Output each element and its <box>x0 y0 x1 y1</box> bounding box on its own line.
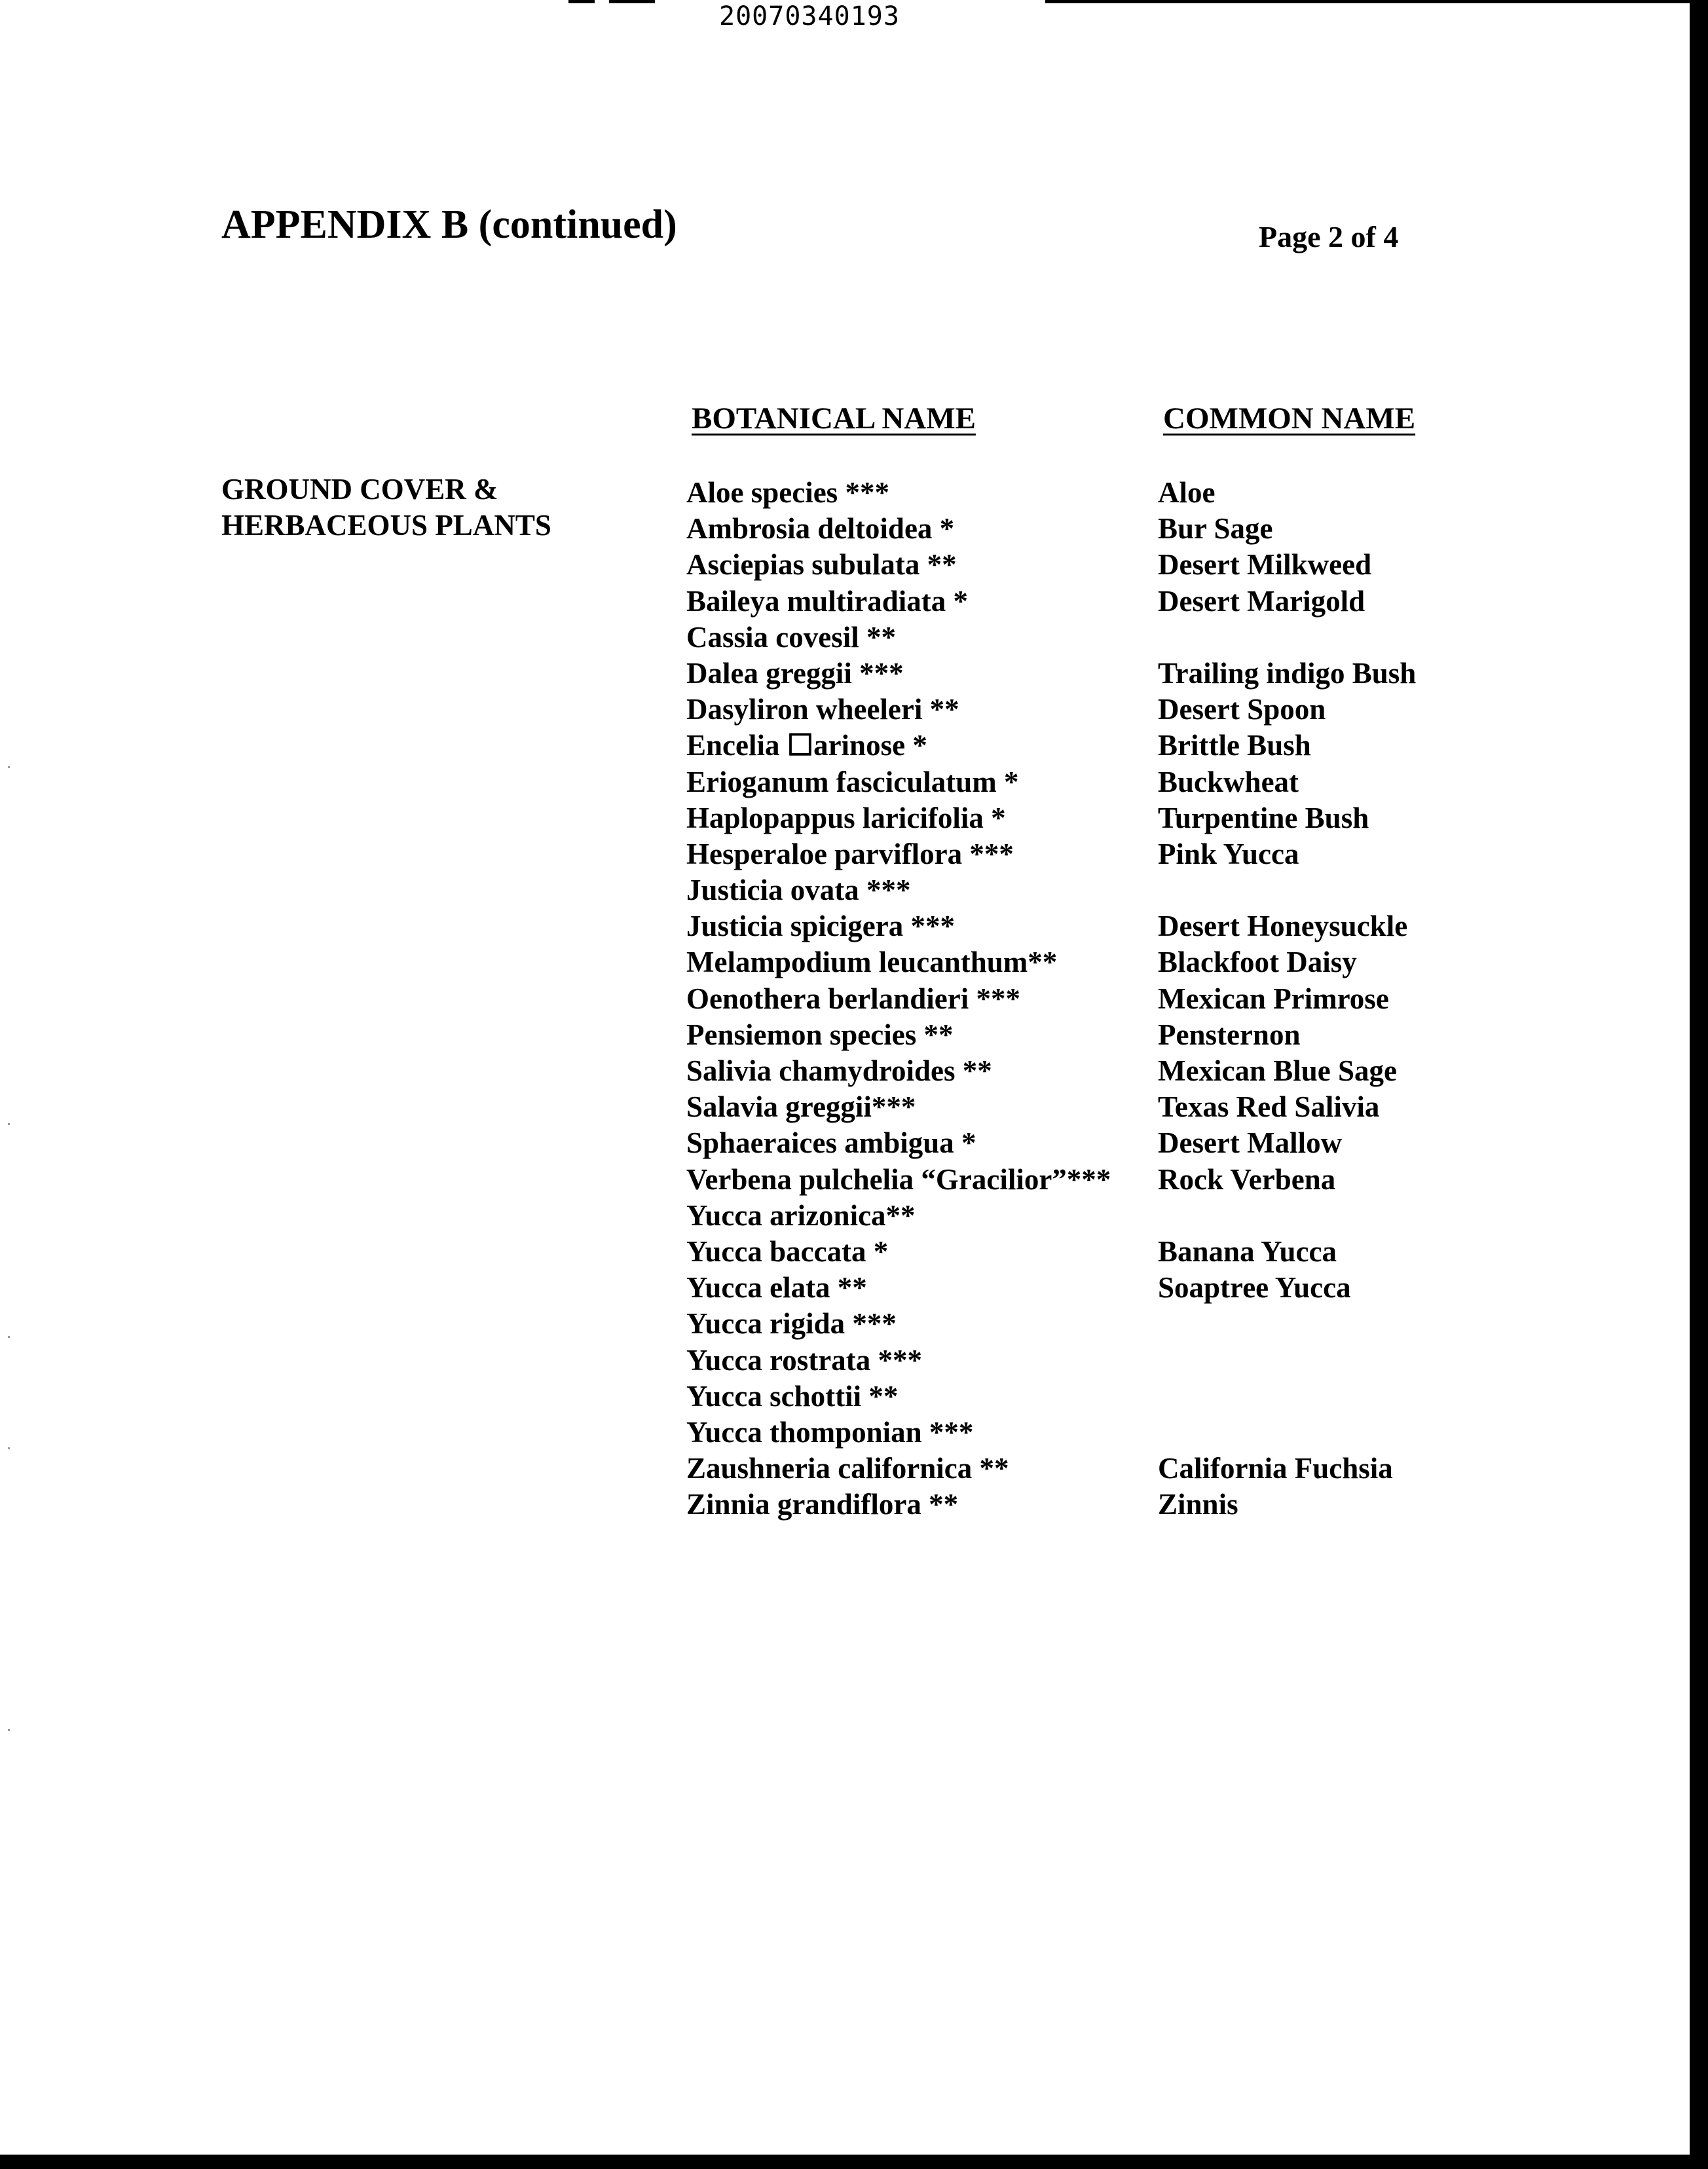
botanical-name: Zaushneria californica ** <box>686 1452 1009 1485</box>
plant-row <box>686 764 1446 800</box>
plant-row <box>686 1053 1446 1089</box>
scan-edge-bottom <box>0 2155 1708 2169</box>
plant-row <box>686 511 1446 547</box>
plant-row <box>686 656 1446 692</box>
plant-row <box>686 584 1446 620</box>
plant-row <box>686 1270 1446 1306</box>
common-name: Brittle Bush <box>1158 729 1311 762</box>
botanical-name: Melampodium leucanthum** <box>686 946 1058 979</box>
plant-row <box>686 872 1446 908</box>
plant-table <box>686 475 1446 1523</box>
botanical-name: Asciepias subulata ** <box>686 548 957 582</box>
common-name: Pink Yucca <box>1158 837 1299 870</box>
botanical-name: Yucca baccata * <box>686 1234 889 1268</box>
plant-row <box>686 1234 1446 1270</box>
botanical-name: Hesperaloe parviflora *** <box>686 837 1014 870</box>
botanical-name: Yucca schottii ** <box>686 1379 899 1413</box>
botanical-name: Ambrosia deltoidea * <box>686 512 955 546</box>
common-name: Texas Red Salivia <box>1158 1090 1380 1124</box>
botanical-name: Encelia ☐arinose * <box>686 729 927 762</box>
plant-row <box>686 1415 1446 1451</box>
botanical-name: Zinnia grandiflora ** <box>686 1488 959 1521</box>
botanical-name: Yucca thomponian *** <box>686 1415 974 1449</box>
plant-row <box>686 728 1446 764</box>
scan-artifact-top <box>609 0 655 3</box>
plant-row <box>686 1487 1446 1523</box>
plant-row <box>686 836 1446 872</box>
category-line: HERBACEOUS PLANTS <box>221 509 551 542</box>
botanical-name: Haplopappus laricifolia * <box>686 801 1006 834</box>
botanical-name: Cassia covesil ** <box>686 620 896 654</box>
botanical-name: Justicia spicigera *** <box>686 910 955 943</box>
common-name: California Fuchsia <box>1158 1452 1393 1485</box>
botanical-name: Erioganum fasciculatum * <box>686 765 1019 798</box>
common-name: Bur Sage <box>1158 512 1273 546</box>
common-name: Soaptree Yucca <box>1158 1271 1351 1305</box>
plant-row <box>686 1343 1446 1379</box>
common-name: Desert Honeysuckle <box>1158 910 1408 943</box>
common-name: Rock Verbena <box>1158 1162 1336 1196</box>
scan-speck <box>8 1336 10 1338</box>
plant-row <box>686 981 1446 1017</box>
page-title: APPENDIX B (continued) <box>221 202 677 247</box>
plant-row <box>686 800 1446 836</box>
scan-artifact-top <box>1045 0 1694 3</box>
plant-row <box>686 1198 1446 1234</box>
common-name: Mexican Blue Sage <box>1158 1054 1397 1087</box>
scan-speck <box>8 1447 10 1449</box>
botanical-name: Baileya multiradiata * <box>686 584 968 618</box>
plant-row <box>686 547 1446 583</box>
common-name: Banana Yucca <box>1158 1234 1337 1268</box>
scan-speck <box>8 766 10 768</box>
botanical-name: Justicia ovata *** <box>686 874 911 907</box>
plant-row <box>686 1017 1446 1053</box>
common-name: Zinnis <box>1158 1488 1238 1521</box>
botanical-name: Salavia greggii*** <box>686 1090 916 1124</box>
plant-row <box>686 944 1446 980</box>
plant-row <box>686 1451 1446 1487</box>
common-name: Desert Spoon <box>1158 693 1326 726</box>
plant-row <box>686 1306 1446 1342</box>
page-number: Page 2 of 4 <box>1259 220 1399 253</box>
scan-artifact-top <box>568 0 595 3</box>
common-name: Aloe <box>1158 476 1216 509</box>
botanical-name: Sphaeraices ambigua * <box>686 1126 976 1160</box>
plant-row <box>686 620 1446 656</box>
scan-edge-right <box>1690 0 1708 2169</box>
botanical-name: Aloe species *** <box>686 476 889 509</box>
document-id: 20070340193 <box>719 1 900 31</box>
common-name: Desert Marigold <box>1158 584 1365 618</box>
botanical-name: Salivia chamydroides ** <box>686 1054 992 1087</box>
common-name: Desert Mallow <box>1158 1126 1343 1160</box>
common-name: Pensternon <box>1158 1018 1301 1051</box>
plant-row <box>686 1125 1446 1161</box>
common-name: Turpentine Bush <box>1158 801 1369 834</box>
common-name: Desert Milkweed <box>1158 548 1372 582</box>
category-line: GROUND COVER & <box>221 473 498 506</box>
botanical-name: Dalea greggii *** <box>686 656 904 690</box>
botanical-name: Yucca rigida *** <box>686 1307 897 1341</box>
common-name: Trailing indigo Bush <box>1158 656 1417 690</box>
botanical-name-header: BOTANICAL NAME <box>692 401 976 436</box>
plant-row <box>686 692 1446 728</box>
plant-row <box>686 908 1446 944</box>
plant-row <box>686 1089 1446 1125</box>
common-name: Blackfoot Daisy <box>1158 946 1357 979</box>
scan-speck <box>8 1729 10 1731</box>
plant-row <box>686 475 1446 511</box>
botanical-name: Yucca rostrata *** <box>686 1343 922 1377</box>
botanical-name: Pensiemon species ** <box>686 1018 954 1051</box>
common-name: Buckwheat <box>1158 765 1299 798</box>
plant-row <box>686 1162 1446 1198</box>
scan-speck <box>8 1123 10 1125</box>
common-name: Mexican Primrose <box>1158 982 1389 1015</box>
plant-row <box>686 1379 1446 1415</box>
category-label <box>221 472 551 544</box>
botanical-name: Verbena pulchelia “Gracilior”*** <box>686 1162 1111 1196</box>
botanical-name: Dasyliron wheeleri ** <box>686 693 959 726</box>
botanical-name: Yucca elata ** <box>686 1271 867 1305</box>
botanical-name: Yucca arizonica** <box>686 1198 916 1232</box>
botanical-name: Oenothera berlandieri *** <box>686 982 1020 1015</box>
common-name-header: COMMON NAME <box>1163 401 1416 436</box>
